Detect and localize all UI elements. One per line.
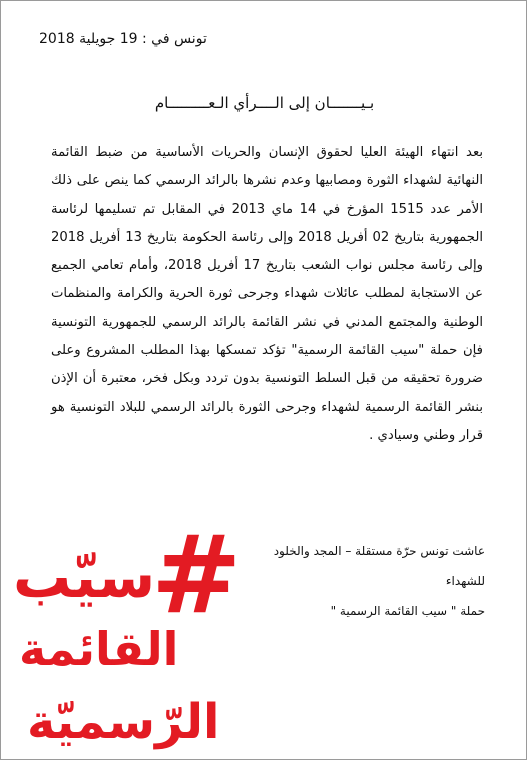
logo-line-3: الرّسميّة <box>27 694 220 750</box>
campaign-logo <box>1 513 242 760</box>
logo-line-2: القائمة <box>19 622 179 676</box>
document-date: تونس في : 19 جويلية 2018 <box>39 31 207 47</box>
document-body: بعد انتهاء الهيئة العليا لحقوق الإنسان والحريات الأساسية من ضبط القائمة النهائية لشهداء الثورة ومصابيها وعدم نشرها بالرائد الرسمي كما ينص على ذلك الأمر عدد 1515 المؤرخ في 14 ماي 2013 في المقابل تم تسليمها لرئاسة الجمهورية بتاريخ 02 أفريل 2018 وإلى رئاسة الحكومة بتاريخ 13 أفريل 2018 وإلى رئاسة مجلس نواب الشعب بتاريخ 17 أفريل 2018، وأمام تعامي الجميع عن الاستجابة لمطلب عائلات شهداء وجرحى ثورة الحرية والكرامة والمنظمات الوطنية والمجتمع المدني في نشر القائمة بالرائد الرسمي للجمهورية التونسية فإن حملة "سيب القائمة الرسمية" تؤكد تمسكها بهذا المطلب المشروع وعلى ضرورة تحقيقه من قبل السلط التونسية بدون تردد وبكل فخر، معتبرة أن الإذن بنشر القائمة الرسمية لشهداء وجرحى الثورة بالرائد الرسمي للبلاد التونسية هو قرار وطني وسيادي . <box>51 145 483 443</box>
closing-line: عاشت تونس حرّة مستقلة – المجد والخلود للشهداء <box>273 544 485 588</box>
hashtag-icon: # <box>151 513 242 638</box>
document-heading: بـيـــــــان إلى الــــرأي الـعـــــــــام <box>154 94 375 112</box>
closing-block <box>245 536 485 626</box>
signature-line: حملة " سيب القائمة الرسمية " <box>330 604 485 618</box>
logo-line-1: سيّب <box>13 543 156 611</box>
